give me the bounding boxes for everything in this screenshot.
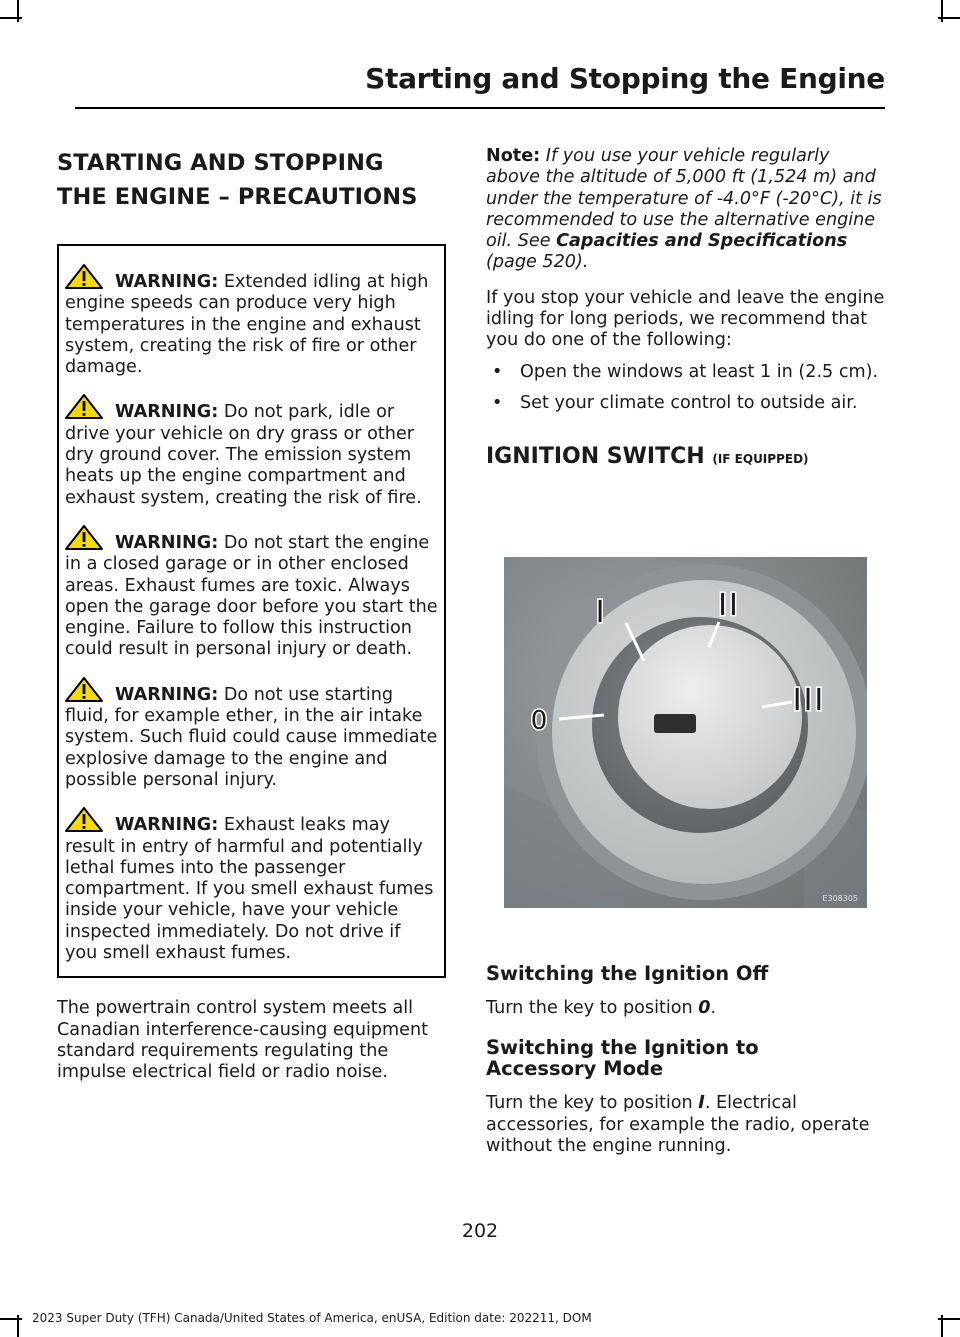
warning-text: Do not use starting fluid, for example ether, in the air intake system. Such fluid could cause immediate explosive damage to the engine and possible personal injury.: [65, 684, 438, 790]
list-item-text: Open the windows at least 1 in (2.5 cm).: [520, 361, 879, 382]
off-text-end: .: [710, 998, 717, 1018]
accessory-text: Turn the key to position: [486, 1093, 699, 1114]
note-paragraph: [486, 146, 886, 274]
right-column: [486, 146, 886, 469]
section-heading-line1: STARTING AND STOPPING: [57, 150, 384, 176]
list-item: [486, 393, 886, 414]
accessory-heading: [486, 1037, 886, 1079]
list-item: [486, 362, 886, 383]
warning-5: [65, 807, 438, 964]
position-label-II: II: [718, 588, 740, 623]
crop-mark-top-left-h: [0, 17, 22, 19]
position-label-III: III: [792, 683, 826, 718]
section-heading-line2: THE ENGINE – PRECAUTIONS: [57, 184, 418, 210]
crop-mark-bottom-left-h: [0, 1318, 22, 1320]
accessory-text-end: . Electrical accessories, for example the radio, operate without the engine running.: [486, 1093, 870, 1156]
accessory-paragraph: [486, 1093, 886, 1157]
warning-triangle-icon: [65, 807, 111, 833]
position-label-0: 0: [530, 706, 548, 736]
crop-mark-top-right-h: [938, 17, 960, 19]
note-label: Note:: [486, 146, 541, 166]
ignition-switch-figure: [504, 557, 867, 908]
ignition-instructions: [486, 963, 886, 1157]
warning-4: [65, 677, 438, 791]
warning-label: WARNING:: [115, 402, 219, 423]
accessory-heading-line2: Accessory Mode: [486, 1057, 664, 1081]
warning-label: WARNING:: [115, 684, 219, 705]
off-position: 0: [698, 998, 711, 1018]
warning-1: [65, 264, 438, 378]
accessory-heading-line1: Switching the Ignition to: [486, 1036, 759, 1060]
capacities-link[interactable]: Capacities and Specifications: [556, 231, 848, 252]
warning-label: WARNING:: [115, 532, 219, 553]
warning-text: Extended idling at high engine speeds can produce very high temperatures in the engine and exhaust system, creating the risk of fire or other damage.: [65, 272, 429, 378]
lock-cylinder-face: [618, 625, 802, 809]
warning-triangle-icon: [65, 525, 111, 551]
warning-label: WARNING:: [115, 272, 219, 292]
document-info: 2023 Super Duty (TFH) Canada/United States of America, enUSA, Edition date: 202211, DOM: [32, 1311, 592, 1325]
bullet-icon: •: [492, 361, 503, 382]
page-number: 202: [461, 1220, 499, 1242]
warning-3: [65, 525, 438, 661]
warning-2: [65, 394, 438, 508]
warning-triangle-icon: [65, 394, 111, 420]
key-slot: [654, 714, 696, 733]
header-rule: [75, 107, 885, 109]
idle-bullet-list: [486, 362, 886, 415]
list-item-text: Set your climate control to outside air.: [520, 392, 858, 413]
warning-text: Do not park, idle or drive your vehicle on dry grass or other dry ground cover. The emission system heats up the engine compartment and exhaust system, creating the risk of fire.: [65, 402, 422, 508]
off-text: Turn the key to position: [486, 998, 699, 1018]
bullet-icon: •: [492, 392, 503, 413]
figure-code: E308305: [822, 894, 858, 903]
note-page-ref: (page 520).: [486, 252, 589, 273]
left-column: [57, 146, 446, 1084]
ignition-switch-heading: [486, 444, 886, 469]
warning-triangle-icon: [65, 677, 111, 703]
idle-paragraph: If you stop your vehicle and leave the engine idling for long periods, we recommend that you do one of the following:: [486, 287, 885, 351]
warning-text: Exhaust leaks may result in entry of harmful and potentially lethal fumes into the passenger compartment. If you smell exhaust fumes inside your vehicle, have your vehicle inspected immediately. Do not drive if you smell exhaust fumes.: [65, 815, 434, 964]
off-paragraph: [486, 998, 886, 1019]
powertrain-paragraph: The powertrain control system meets all Canadian interference-causing equipment standard requirements regulating the impulse electrical field or radio noise.: [57, 998, 429, 1083]
warning-triangle-icon: [65, 264, 111, 290]
off-heading: Switching the Ignition Off: [486, 962, 769, 985]
note-text: If you use your vehicle regularly above the altitude of 5,000 ft (1,524 m) and under the temperature of -4.0°F (-20°C), it is recommended to use the alternative engine oil. See: [486, 146, 882, 252]
section-heading: [57, 146, 446, 214]
page-header-title: Starting and Stopping the Engine: [365, 62, 885, 95]
warnings-box: [57, 244, 446, 978]
accessory-position: I: [698, 1093, 705, 1114]
ignition-heading-qualifier: (IF EQUIPPED): [712, 452, 809, 467]
warning-text: Do not start the engine in a closed garage or in other enclosed areas. Exhaust fumes are toxic. Always open the garage door before you start the engine. Failure to follow this instruction could result in personal injury or death.: [65, 532, 438, 660]
warning-label: WARNING:: [115, 815, 219, 836]
ignition-heading-text: IGNITION SWITCH: [486, 444, 705, 470]
crop-mark-bottom-right-h: [938, 1318, 960, 1320]
position-label-I: I: [595, 595, 605, 630]
